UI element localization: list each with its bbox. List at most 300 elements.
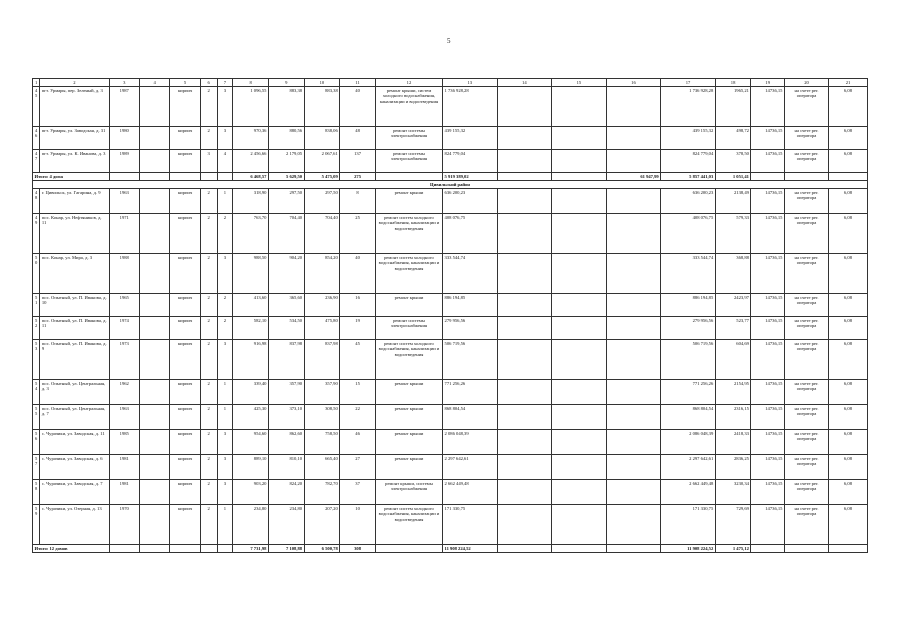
area-total-cell: 318,90 bbox=[233, 189, 269, 214]
address-cell: пос. Опытный, ул. П. Иванова, д. 9 bbox=[40, 340, 109, 380]
table-row bbox=[33, 317, 868, 340]
empty-cell bbox=[829, 173, 868, 181]
limit-cell: 14736,15 bbox=[751, 505, 785, 545]
table-row bbox=[33, 87, 868, 127]
area-living-cell: 357,90 bbox=[268, 380, 304, 405]
entrances-cell: 2 bbox=[217, 317, 233, 340]
cost-per-m2-cell: 498,72 bbox=[715, 127, 751, 150]
fund-method-cell: на счете рег. оператора bbox=[784, 254, 828, 294]
address-cell: пгт. Урмары, ул. Заводская, д. 31 bbox=[40, 127, 109, 150]
total-cost-per-m2: 1 051,41 bbox=[715, 173, 751, 181]
empty-cell bbox=[497, 173, 552, 181]
col16-cell bbox=[606, 455, 661, 480]
empty-cell bbox=[751, 173, 785, 181]
cost-per-m2-cell: 2316,15 bbox=[715, 405, 751, 430]
year-cell: 1962 bbox=[109, 380, 139, 405]
entrances-cell: 1 bbox=[217, 189, 233, 214]
table-row bbox=[33, 294, 868, 317]
fund-method-cell: на счете рег. оператора bbox=[784, 150, 828, 173]
cost-cell: 1 736 928,28 bbox=[443, 87, 498, 127]
cost-total-cell: 279 956,56 bbox=[661, 317, 716, 340]
cost-cell: 439 155,32 bbox=[443, 127, 498, 150]
col15-cell bbox=[552, 380, 607, 405]
floors-cell: 2 bbox=[200, 87, 217, 127]
fund-method-cell: на счете рег. оператора bbox=[784, 505, 828, 545]
floors-cell: 2 bbox=[200, 405, 217, 430]
cost-total-cell: 868 804,54 bbox=[661, 405, 716, 430]
col15-cell bbox=[552, 189, 607, 214]
empty-cell bbox=[139, 340, 169, 380]
section-title: Цивильский район bbox=[33, 181, 868, 189]
address-cell: пос. Опытный, ул. Центральная, д. 3 bbox=[40, 380, 109, 405]
area-total-cell: 970,36 bbox=[233, 127, 269, 150]
rate-cell: 6,08 bbox=[829, 254, 868, 294]
work-type-cell: ремонт крыши bbox=[375, 189, 442, 214]
rate-cell: 6,08 bbox=[829, 455, 868, 480]
fund-method-cell: на счете рег. оператора bbox=[784, 430, 828, 455]
area-owned-cell: 308,50 bbox=[304, 405, 340, 430]
year-cell: 1963 bbox=[109, 189, 139, 214]
material-cell: кирпич bbox=[170, 480, 200, 505]
material-cell: кирпич bbox=[170, 380, 200, 405]
empty-cell bbox=[139, 254, 169, 294]
limit-cell: 14736,15 bbox=[751, 480, 785, 505]
work-type-cell: ремонт крыши, системы электроснабжения bbox=[375, 480, 442, 505]
empty-cell bbox=[139, 173, 169, 181]
area-total-cell: 916,98 bbox=[233, 340, 269, 380]
total-residents: 275 bbox=[340, 173, 376, 181]
col15-cell bbox=[552, 214, 607, 254]
area-owned-cell: 2 067,61 bbox=[304, 150, 340, 173]
empty-cell bbox=[552, 545, 607, 553]
cost-total-cell: 408 076,75 bbox=[661, 214, 716, 254]
year-cell: 1965 bbox=[109, 294, 139, 317]
column-number: 1 bbox=[33, 79, 40, 87]
column-number: 7 bbox=[217, 79, 233, 87]
row-number: 54 bbox=[33, 380, 40, 405]
total-label: Итого: 4 дома bbox=[33, 173, 110, 181]
col15-cell bbox=[552, 480, 607, 505]
floors-cell: 2 bbox=[200, 214, 217, 254]
rate-cell: 6,08 bbox=[829, 317, 868, 340]
column-number: 2 bbox=[40, 79, 109, 87]
column-number: 10 bbox=[304, 79, 340, 87]
entrances-cell: 3 bbox=[217, 87, 233, 127]
area-owned-cell: 207,20 bbox=[304, 505, 340, 545]
year-cell: 1985 bbox=[109, 430, 139, 455]
year-cell: 1981 bbox=[109, 455, 139, 480]
cost-cell: 2 662 449,48 bbox=[443, 480, 498, 505]
limit-cell: 14736,15 bbox=[751, 430, 785, 455]
empty-cell bbox=[375, 173, 442, 181]
empty-cell bbox=[109, 173, 139, 181]
fund-method-cell: на счете рег. оператора bbox=[784, 294, 828, 317]
empty-cell bbox=[170, 545, 200, 553]
table-row bbox=[33, 405, 868, 430]
area-owned-cell: 236,90 bbox=[304, 294, 340, 317]
area-living-cell: 824,20 bbox=[268, 480, 304, 505]
material-cell: кирпич bbox=[170, 340, 200, 380]
fund-method-cell: на счете рег. оператора bbox=[784, 340, 828, 380]
cost-total-cell: 1 736 928,28 bbox=[661, 87, 716, 127]
row-number: 59 bbox=[33, 505, 40, 545]
column-number: 9 bbox=[268, 79, 304, 87]
cost-per-m2-cell: 604,69 bbox=[715, 340, 751, 380]
area-owned-cell: 704,40 bbox=[304, 214, 340, 254]
col14-cell bbox=[497, 380, 552, 405]
cost-per-m2-cell: 1965,21 bbox=[715, 87, 751, 127]
limit-cell: 14736,15 bbox=[751, 317, 785, 340]
material-cell: кирпич bbox=[170, 317, 200, 340]
material-cell: кирпич bbox=[170, 430, 200, 455]
area-living-cell: 837,98 bbox=[268, 340, 304, 380]
work-type-cell: ремонт крыши bbox=[375, 380, 442, 405]
area-owned-cell: 475,80 bbox=[304, 317, 340, 340]
fund-method-cell: на счете рег. оператора bbox=[784, 405, 828, 430]
empty-cell bbox=[751, 545, 785, 553]
fund-method-cell: на счете рег. оператора bbox=[784, 480, 828, 505]
area-total-cell: 234,80 bbox=[233, 505, 269, 545]
residents-cell: 16 bbox=[340, 294, 376, 317]
floors-cell: 2 bbox=[200, 294, 217, 317]
material-cell: кирпич bbox=[170, 505, 200, 545]
area-total-cell: 2 456,66 bbox=[233, 150, 269, 173]
residents-cell: 37 bbox=[340, 480, 376, 505]
cost-total-cell: 2 297 642,61 bbox=[661, 455, 716, 480]
area-total-cell: 413,60 bbox=[233, 294, 269, 317]
total-area-total: 7 731,98 bbox=[233, 545, 269, 553]
rate-cell: 6,08 bbox=[829, 430, 868, 455]
area-total-cell: 889,10 bbox=[233, 455, 269, 480]
table-row bbox=[33, 340, 868, 380]
col15-cell bbox=[552, 150, 607, 173]
empty-cell bbox=[139, 214, 169, 254]
column-number: 5 bbox=[170, 79, 200, 87]
area-owned-cell: 854,20 bbox=[304, 254, 340, 294]
row-number: 56 bbox=[33, 430, 40, 455]
cost-total-cell: 171 330,75 bbox=[661, 505, 716, 545]
area-owned-cell: 883,38 bbox=[304, 87, 340, 127]
material-cell: кирпич bbox=[170, 150, 200, 173]
fund-method-cell: на счете рег. оператора bbox=[784, 380, 828, 405]
table-row bbox=[33, 214, 868, 254]
row-number: 51 bbox=[33, 294, 40, 317]
fund-method-cell: на счете рег. оператора bbox=[784, 455, 828, 480]
row-number: 47 bbox=[33, 150, 40, 173]
empty-cell bbox=[200, 173, 217, 181]
work-type-cell: ремонт крыши bbox=[375, 430, 442, 455]
total-area-living: 5 629,50 bbox=[268, 173, 304, 181]
col16-cell bbox=[606, 380, 661, 405]
limit-cell: 14736,15 bbox=[751, 380, 785, 405]
limit-cell: 14736,15 bbox=[751, 254, 785, 294]
cost-total-cell: 2 662 449,48 bbox=[661, 480, 716, 505]
entrances-cell: 1 bbox=[217, 380, 233, 405]
column-number: 19 bbox=[751, 79, 785, 87]
column-number-row bbox=[33, 79, 868, 87]
total-cost: 11 908 224,52 bbox=[443, 545, 498, 553]
limit-cell: 14736,15 bbox=[751, 294, 785, 317]
address-cell: с. Чурачики, ул. Заводская, д. 7 bbox=[40, 480, 109, 505]
col16-cell bbox=[606, 87, 661, 127]
area-living-cell: 2 179,05 bbox=[268, 150, 304, 173]
col14-cell bbox=[497, 294, 552, 317]
col15-cell bbox=[552, 340, 607, 380]
cost-cell: 636 200,23 bbox=[443, 189, 498, 214]
empty-cell bbox=[170, 173, 200, 181]
residents-cell: 46 bbox=[340, 430, 376, 455]
column-number: 16 bbox=[606, 79, 661, 87]
col14-cell bbox=[497, 480, 552, 505]
work-type-cell: ремонт крыши, систем холодного водоснабжения, канализации и водоотведения bbox=[375, 87, 442, 127]
empty-cell bbox=[139, 127, 169, 150]
empty-cell bbox=[139, 405, 169, 430]
total-row bbox=[33, 545, 868, 553]
empty-cell bbox=[375, 545, 442, 553]
table-row bbox=[33, 380, 868, 405]
rate-cell: 6,08 bbox=[829, 405, 868, 430]
entrances-cell: 2 bbox=[217, 294, 233, 317]
cost-per-m2-cell: 2138,49 bbox=[715, 189, 751, 214]
year-cell: 1970 bbox=[109, 505, 139, 545]
total-area-total: 6 468,57 bbox=[233, 173, 269, 181]
total-residents: 308 bbox=[340, 545, 376, 553]
cost-total-cell: 506 719,56 bbox=[661, 340, 716, 380]
address-cell: с. Чурачики, ул. Заводская, д. 11 bbox=[40, 430, 109, 455]
col14-cell bbox=[497, 430, 552, 455]
area-living-cell: 234,80 bbox=[268, 505, 304, 545]
floors-cell: 2 bbox=[200, 480, 217, 505]
entrances-cell: 2 bbox=[217, 214, 233, 254]
work-type-cell: ремонт крыши bbox=[375, 405, 442, 430]
year-cell: 1971 bbox=[109, 214, 139, 254]
rate-cell: 6,08 bbox=[829, 505, 868, 545]
area-living-cell: 297,50 bbox=[268, 189, 304, 214]
col16-cell bbox=[606, 150, 661, 173]
cost-cell: 506 719,56 bbox=[443, 340, 498, 380]
cost-per-m2-cell: 368,88 bbox=[715, 254, 751, 294]
area-living-cell: 704,40 bbox=[268, 214, 304, 254]
entrances-cell: 1 bbox=[217, 505, 233, 545]
row-number: 53 bbox=[33, 340, 40, 380]
year-cell: 1988 bbox=[109, 254, 139, 294]
work-type-cell: ремонт системы электроснабжения bbox=[375, 150, 442, 173]
col15-cell bbox=[552, 127, 607, 150]
col15-cell bbox=[552, 405, 607, 430]
area-owned-cell: 357,90 bbox=[304, 380, 340, 405]
table-row bbox=[33, 127, 868, 150]
entrances-cell: 4 bbox=[217, 150, 233, 173]
area-living-cell: 810,10 bbox=[268, 455, 304, 480]
cost-total-cell: 333 544,74 bbox=[661, 254, 716, 294]
total-col16: 61 947,99 bbox=[606, 173, 661, 181]
empty-cell bbox=[139, 430, 169, 455]
col16-cell bbox=[606, 189, 661, 214]
work-type-cell: ремонт систем холодного водоснабжения, канализации и водоотведения bbox=[375, 340, 442, 380]
residents-cell: 137 bbox=[340, 150, 376, 173]
column-number: 12 bbox=[375, 79, 442, 87]
floors-cell: 2 bbox=[200, 505, 217, 545]
col14-cell bbox=[497, 340, 552, 380]
col15-cell bbox=[552, 254, 607, 294]
area-living-cell: 880,56 bbox=[268, 127, 304, 150]
row-number: 49 bbox=[33, 214, 40, 254]
cost-per-m2-cell: 729,69 bbox=[715, 505, 751, 545]
empty-cell bbox=[139, 545, 169, 553]
area-owned-cell: 838,06 bbox=[304, 127, 340, 150]
material-cell: кирпич bbox=[170, 294, 200, 317]
rate-cell: 6,08 bbox=[829, 189, 868, 214]
empty-cell bbox=[139, 480, 169, 505]
residents-cell: 10 bbox=[340, 505, 376, 545]
column-number: 15 bbox=[552, 79, 607, 87]
entrances-cell: 3 bbox=[217, 127, 233, 150]
floors-cell: 2 bbox=[200, 430, 217, 455]
column-number: 6 bbox=[200, 79, 217, 87]
empty-cell bbox=[784, 173, 828, 181]
year-cell: 1989 bbox=[109, 150, 139, 173]
col16-cell bbox=[606, 127, 661, 150]
residents-cell: 8 bbox=[340, 189, 376, 214]
limit-cell: 14736,15 bbox=[751, 127, 785, 150]
floors-cell: 2 bbox=[200, 254, 217, 294]
year-cell: 1973 bbox=[109, 340, 139, 380]
rate-cell: 6,08 bbox=[829, 87, 868, 127]
empty-cell bbox=[552, 173, 607, 181]
table-row bbox=[33, 505, 868, 545]
cost-cell: 2 297 642,61 bbox=[443, 455, 498, 480]
entrances-cell: 3 bbox=[217, 480, 233, 505]
floors-cell: 2 bbox=[200, 127, 217, 150]
total-col16 bbox=[606, 545, 661, 553]
residents-cell: 27 bbox=[340, 455, 376, 480]
empty-cell bbox=[829, 545, 868, 553]
empty-cell bbox=[109, 545, 139, 553]
section-header-row bbox=[33, 181, 868, 189]
residents-cell: 48 bbox=[340, 127, 376, 150]
address-cell: г. Цивильск, ул. Гагарина, д. 9 bbox=[40, 189, 109, 214]
col16-cell bbox=[606, 214, 661, 254]
cost-cell: 2 086 048,39 bbox=[443, 430, 498, 455]
area-owned-cell: 782,70 bbox=[304, 480, 340, 505]
empty-cell bbox=[139, 189, 169, 214]
col15-cell bbox=[552, 317, 607, 340]
column-number: 14 bbox=[497, 79, 552, 87]
total-cost-total: 11 908 224,52 bbox=[661, 545, 716, 553]
cost-cell: 824 779,04 bbox=[443, 150, 498, 173]
material-cell: кирпич bbox=[170, 214, 200, 254]
empty-cell bbox=[217, 545, 233, 553]
entrances-cell: 1 bbox=[217, 405, 233, 430]
floors-cell: 2 bbox=[200, 380, 217, 405]
row-number: 57 bbox=[33, 455, 40, 480]
col14-cell bbox=[497, 405, 552, 430]
area-owned-cell: 665,40 bbox=[304, 455, 340, 480]
fund-method-cell: на счете рег. оператора bbox=[784, 214, 828, 254]
column-number: 18 bbox=[715, 79, 751, 87]
address-cell: пгт. Урмары, пер. Зеленый, д. 3 bbox=[40, 87, 109, 127]
year-cell: 1981 bbox=[109, 480, 139, 505]
work-type-cell: ремонт крыши bbox=[375, 294, 442, 317]
residents-cell: 25 bbox=[340, 214, 376, 254]
table-row bbox=[33, 480, 868, 505]
cost-per-m2-cell: 523,77 bbox=[715, 317, 751, 340]
col14-cell bbox=[497, 505, 552, 545]
address-cell: пос. Опытный, ул. Центральная, д. 7 bbox=[40, 405, 109, 430]
row-number: 45 bbox=[33, 87, 40, 127]
material-cell: кирпич bbox=[170, 87, 200, 127]
col16-cell bbox=[606, 317, 661, 340]
area-total-cell: 425,30 bbox=[233, 405, 269, 430]
housing-repair-table bbox=[32, 78, 868, 553]
rate-cell: 6,08 bbox=[829, 294, 868, 317]
area-living-cell: 883,38 bbox=[268, 87, 304, 127]
fund-method-cell: на счете рег. оператора bbox=[784, 87, 828, 127]
col15-cell bbox=[552, 87, 607, 127]
area-owned-cell: 297,50 bbox=[304, 189, 340, 214]
cost-cell: 771 256,26 bbox=[443, 380, 498, 405]
col16-cell bbox=[606, 480, 661, 505]
fund-method-cell: на счете рег. оператора bbox=[784, 189, 828, 214]
material-cell: кирпич bbox=[170, 405, 200, 430]
col14-cell bbox=[497, 150, 552, 173]
column-number: 3 bbox=[109, 79, 139, 87]
cost-per-m2-cell: 2418,33 bbox=[715, 430, 751, 455]
column-number: 13 bbox=[443, 79, 498, 87]
empty-cell bbox=[139, 87, 169, 127]
total-row bbox=[33, 173, 868, 181]
rate-cell: 6,08 bbox=[829, 480, 868, 505]
area-total-cell: 339,40 bbox=[233, 380, 269, 405]
col15-cell bbox=[552, 430, 607, 455]
cost-total-cell: 771 256,26 bbox=[661, 380, 716, 405]
year-cell: 1974 bbox=[109, 317, 139, 340]
area-owned-cell: 758,50 bbox=[304, 430, 340, 455]
table-row bbox=[33, 189, 868, 214]
floors-cell: 2 bbox=[200, 340, 217, 380]
column-number: 8 bbox=[233, 79, 269, 87]
fund-method-cell: на счете рег. оператора bbox=[784, 317, 828, 340]
empty-cell bbox=[497, 545, 552, 553]
area-living-cell: 862,60 bbox=[268, 430, 304, 455]
total-area-owned: 6 500,78 bbox=[304, 545, 340, 553]
total-area-owned: 5 475,09 bbox=[304, 173, 340, 181]
column-number: 4 bbox=[139, 79, 169, 87]
area-total-cell: 1 096,55 bbox=[233, 87, 269, 127]
col16-cell bbox=[606, 340, 661, 380]
address-cell: с. Чурачики, ул. Заводская, д. 6 bbox=[40, 455, 109, 480]
year-cell: 1963 bbox=[109, 405, 139, 430]
cost-per-m2-cell: 2423,97 bbox=[715, 294, 751, 317]
column-number: 20 bbox=[784, 79, 828, 87]
address-cell: пос. Конар, ул. Нефтяников, д. 11 bbox=[40, 214, 109, 254]
residents-cell: 19 bbox=[340, 317, 376, 340]
cost-cell: 886 194,85 bbox=[443, 294, 498, 317]
work-type-cell: ремонт систем холодного водоснабжения, канализации и водоотведения bbox=[375, 505, 442, 545]
table-row bbox=[33, 430, 868, 455]
cost-total-cell: 636 200,23 bbox=[661, 189, 716, 214]
rate-cell: 6,08 bbox=[829, 380, 868, 405]
material-cell: кирпич bbox=[170, 189, 200, 214]
material-cell: кирпич bbox=[170, 127, 200, 150]
limit-cell: 14736,15 bbox=[751, 189, 785, 214]
col16-cell bbox=[606, 505, 661, 545]
area-living-cell: 373,10 bbox=[268, 405, 304, 430]
residents-cell: 40 bbox=[340, 87, 376, 127]
entrances-cell: 3 bbox=[217, 254, 233, 294]
residents-cell: 40 bbox=[340, 254, 376, 294]
col16-cell bbox=[606, 430, 661, 455]
